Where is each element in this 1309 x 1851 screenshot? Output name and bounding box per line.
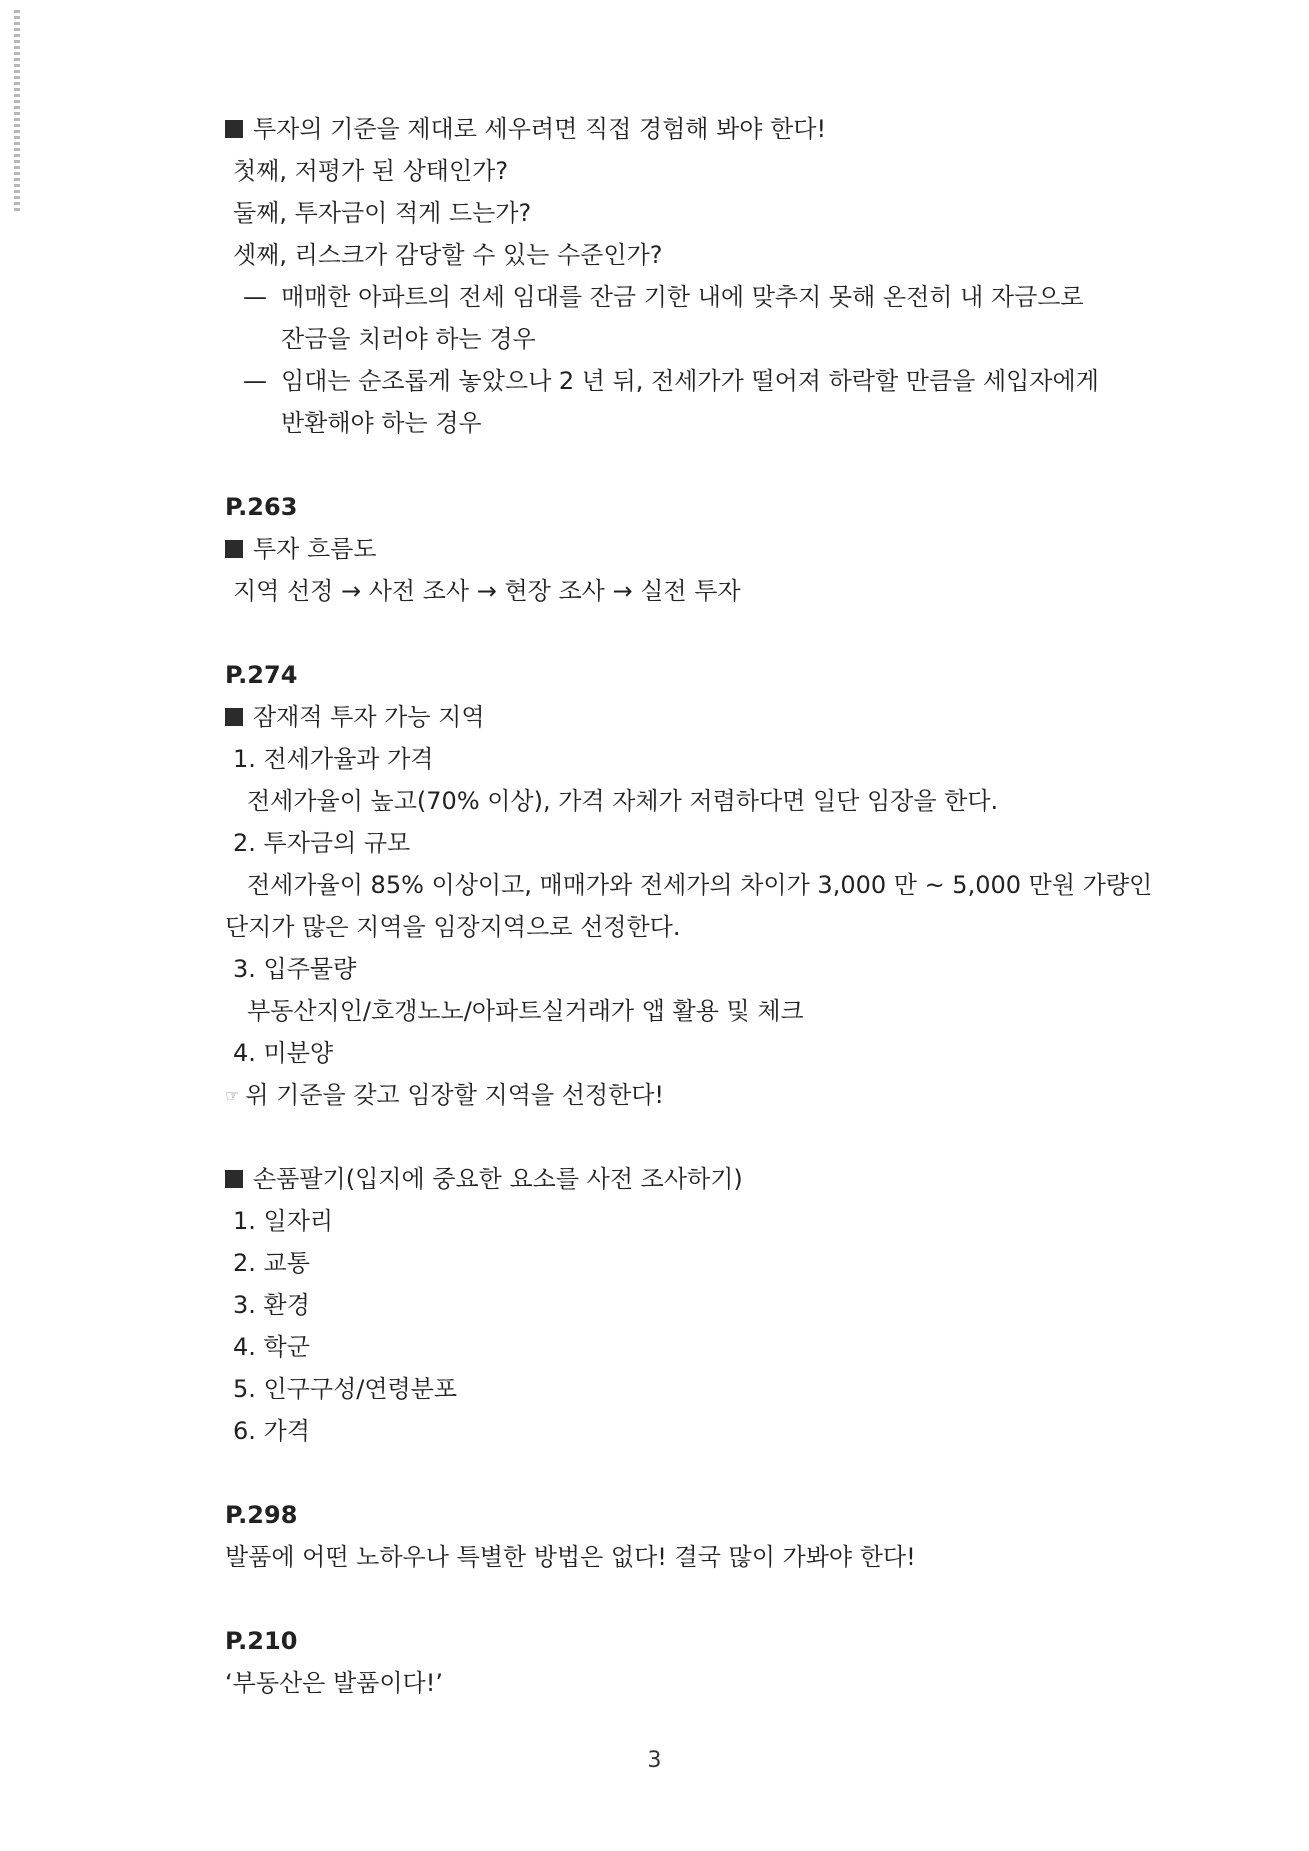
location-factor: 5. 인구구성/연령분포: [233, 1375, 458, 1403]
location-factor: 4. 학군: [233, 1333, 310, 1361]
location-factor: 1. 일자리: [233, 1207, 334, 1235]
page-body: [225, 108, 1205, 1704]
region-criterion: 4. 미분양: [233, 1039, 334, 1067]
criteria-item: 첫째, 저평가 된 상태인가?: [233, 157, 509, 185]
square-bullet-icon: [225, 1170, 243, 1188]
region-criterion-desc-continuation: 단지가 많은 지역을 임장지역으로 선정한다.: [225, 913, 681, 941]
section6-text: ‘부동산은 발품이다!’: [225, 1669, 443, 1697]
region-criterion: 1. 전세가율과 가격: [233, 745, 434, 773]
location-factor: 6. 가격: [233, 1417, 310, 1445]
section1-heading: [225, 108, 1205, 150]
selection-note: [225, 1074, 1205, 1116]
dash-mark: —: [243, 283, 267, 311]
criteria-item: 둘째, 투자금이 적게 드는가?: [233, 199, 532, 227]
dash-mark: —: [243, 367, 267, 395]
page-number: 3: [647, 1748, 662, 1773]
risk-item-text: 임대는 순조롭게 놓았으나 2 년 뒤, 전세가가 떨어져 하락할 만큼을 세입자에게: [281, 367, 1099, 395]
page-ref: P.210: [225, 1627, 298, 1655]
pointing-hand-icon: ☞: [225, 1086, 240, 1105]
risk-item-continuation: 잔금을 치러야 하는 경우: [281, 325, 536, 353]
section4-heading-text: 손품팔기(입지에 중요한 요소를 사전 조사하기): [253, 1165, 743, 1193]
region-criterion-desc: 전세가율이 높고(70% 이상), 가격 자체가 저렴하다면 일단 임장을 한다.: [247, 787, 999, 815]
region-criterion-desc: 부동산지인/호갱노노/아파트실거래가 앱 활용 및 체크: [247, 997, 804, 1025]
square-bullet-icon: [225, 540, 243, 558]
section5-text: 발품에 어떤 노하우나 특별한 방법은 없다! 결국 많이 가봐야 한다!: [225, 1543, 916, 1571]
section3-heading: [225, 696, 1205, 738]
region-criterion: 3. 입주물량: [233, 955, 357, 983]
region-criterion-desc: 전세가율이 85% 이상이고, 매매가와 전세가의 차이가 3,000 만 ~ 5,000 만원 가량인: [247, 871, 1153, 899]
section4-heading: [225, 1158, 1205, 1200]
location-factor: 3. 환경: [233, 1291, 310, 1319]
risk-item-text: 매매한 아파트의 전세 임대를 잔금 기한 내에 맞추지 못해 온전히 내 자금으로: [281, 283, 1084, 311]
page-ref: P.263: [225, 493, 298, 521]
investment-flow: 지역 선정 → 사전 조사 → 현장 조사 → 실전 투자: [233, 577, 741, 605]
page-ref: P.298: [225, 1501, 298, 1529]
square-bullet-icon: [225, 120, 243, 138]
risk-item: [225, 360, 1205, 402]
region-criterion: 2. 투자금의 규모: [233, 829, 411, 857]
page-ref: P.274: [225, 661, 298, 689]
square-bullet-icon: [225, 708, 243, 726]
binding-dots: [14, 10, 20, 214]
section2-heading: [225, 528, 1205, 570]
section2-heading-text: 투자 흐름도: [253, 535, 377, 563]
risk-item-continuation: 반환해야 하는 경우: [281, 409, 482, 437]
section1-heading-text: 투자의 기준을 제대로 세우려면 직접 경험해 봐야 한다!: [253, 115, 827, 143]
criteria-item: 셋째, 리스크가 감당할 수 있는 수준인가?: [233, 241, 663, 269]
location-factor: 2. 교통: [233, 1249, 310, 1277]
risk-item: [225, 276, 1205, 318]
section3-heading-text: 잠재적 투자 가능 지역: [253, 703, 485, 731]
selection-note-text: 위 기준을 갖고 임장할 지역을 선정한다!: [245, 1081, 665, 1109]
